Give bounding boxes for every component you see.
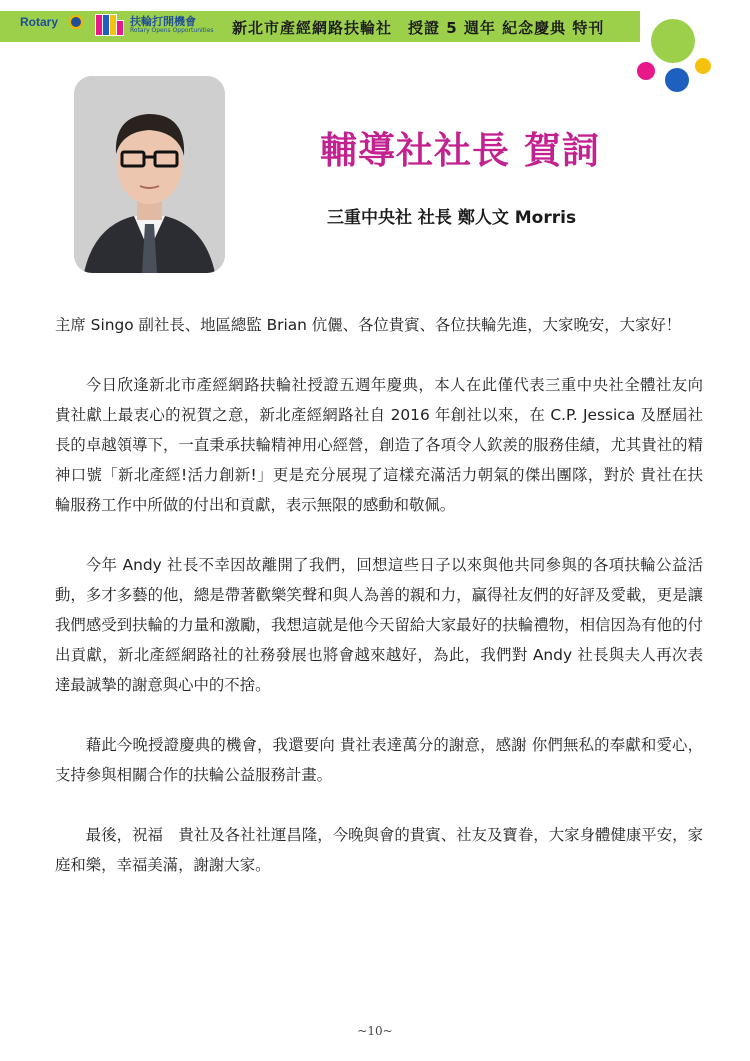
opportunity-title: 扶輪打開機會 — [130, 15, 196, 28]
paragraph-closing: 最後，祝福 貴社及各社社運昌隆，今晚與會的貴賓、社友及寶眷，大家身體健康平安，家庭和樂，幸福美滿，謝謝大家。 — [55, 826, 703, 874]
paragraph-memorial: 今年 Andy 社長不幸因故離開了我們，回想這些日子以來與他共同參與的各項扶輪公益活動，多才多藝的他，總是帶著歡樂笑聲和與人為善的親和力，贏得社友們的好評及愛載，更是讓我們感受到扶輪的力量和激勵，我想這就是他今天留給大家最好的扶輪禮物，相信因為有他的付出貢獻，新北產經網路社的社務發展也將會越來越好，為此，我們對 Andy 社長與夫人再次表達最誠摯的謝意與心中的不捨。 — [55, 556, 703, 694]
paragraph-thanks: 藉此今晚授證慶典的機會，我還要向 貴社表達萬分的謝意，感謝 你們無私的奉獻和愛心，支持參與相關合作的扶輪公益服務計畫。 — [55, 736, 703, 784]
article-byline: 三重中央社 社長 鄭人文 Morris — [327, 208, 577, 228]
header-title: 新北市產經網路扶輪社 授證 5 週年 紀念慶典 特刊 — [232, 19, 605, 37]
pink-dot — [637, 62, 655, 80]
page-number: ~10~ — [357, 1024, 393, 1038]
yellow-dot — [695, 58, 711, 74]
paragraph-congratulations: 今日欣逢新北市產經網路扶輪社授證五週年慶典，本人在此僅代表三重中央社全體社友向 貴社獻上最衷心的祝賀之意，新北產經網路社自 2016 年創社以來，在 C.P. Jessica 及歷屆社長的卓越領導下，一直秉承扶輪精神用心經營，創造了各項令人欽羨的服務佳績，尤其貴社的精神口號「新北產經!活力創新!」更是充分展現了這樣充滿活力朝氣的傑出團隊，對於 貴社在扶輪服務工作中所做的付出和貢獻，表示無限的感動和敬佩。 — [55, 376, 719, 514]
rotary-logo: Rotary — [20, 15, 59, 29]
blue-dot — [665, 68, 689, 92]
portrait-photo — [74, 76, 225, 273]
article-body — [55, 310, 719, 910]
paragraph-greeting: 主席 Singo 副社長、地區總監 Brian 伉儷、各位貴賓、各位扶輪先進，大家晚安，大家好！ — [55, 316, 682, 334]
green-dot — [651, 19, 695, 63]
opportunity-subtitle: Rotary Opens Opportunities — [130, 27, 214, 34]
portrait-illustration — [74, 76, 225, 273]
article-title: 輔導社社長 賀詞 — [320, 129, 600, 172]
